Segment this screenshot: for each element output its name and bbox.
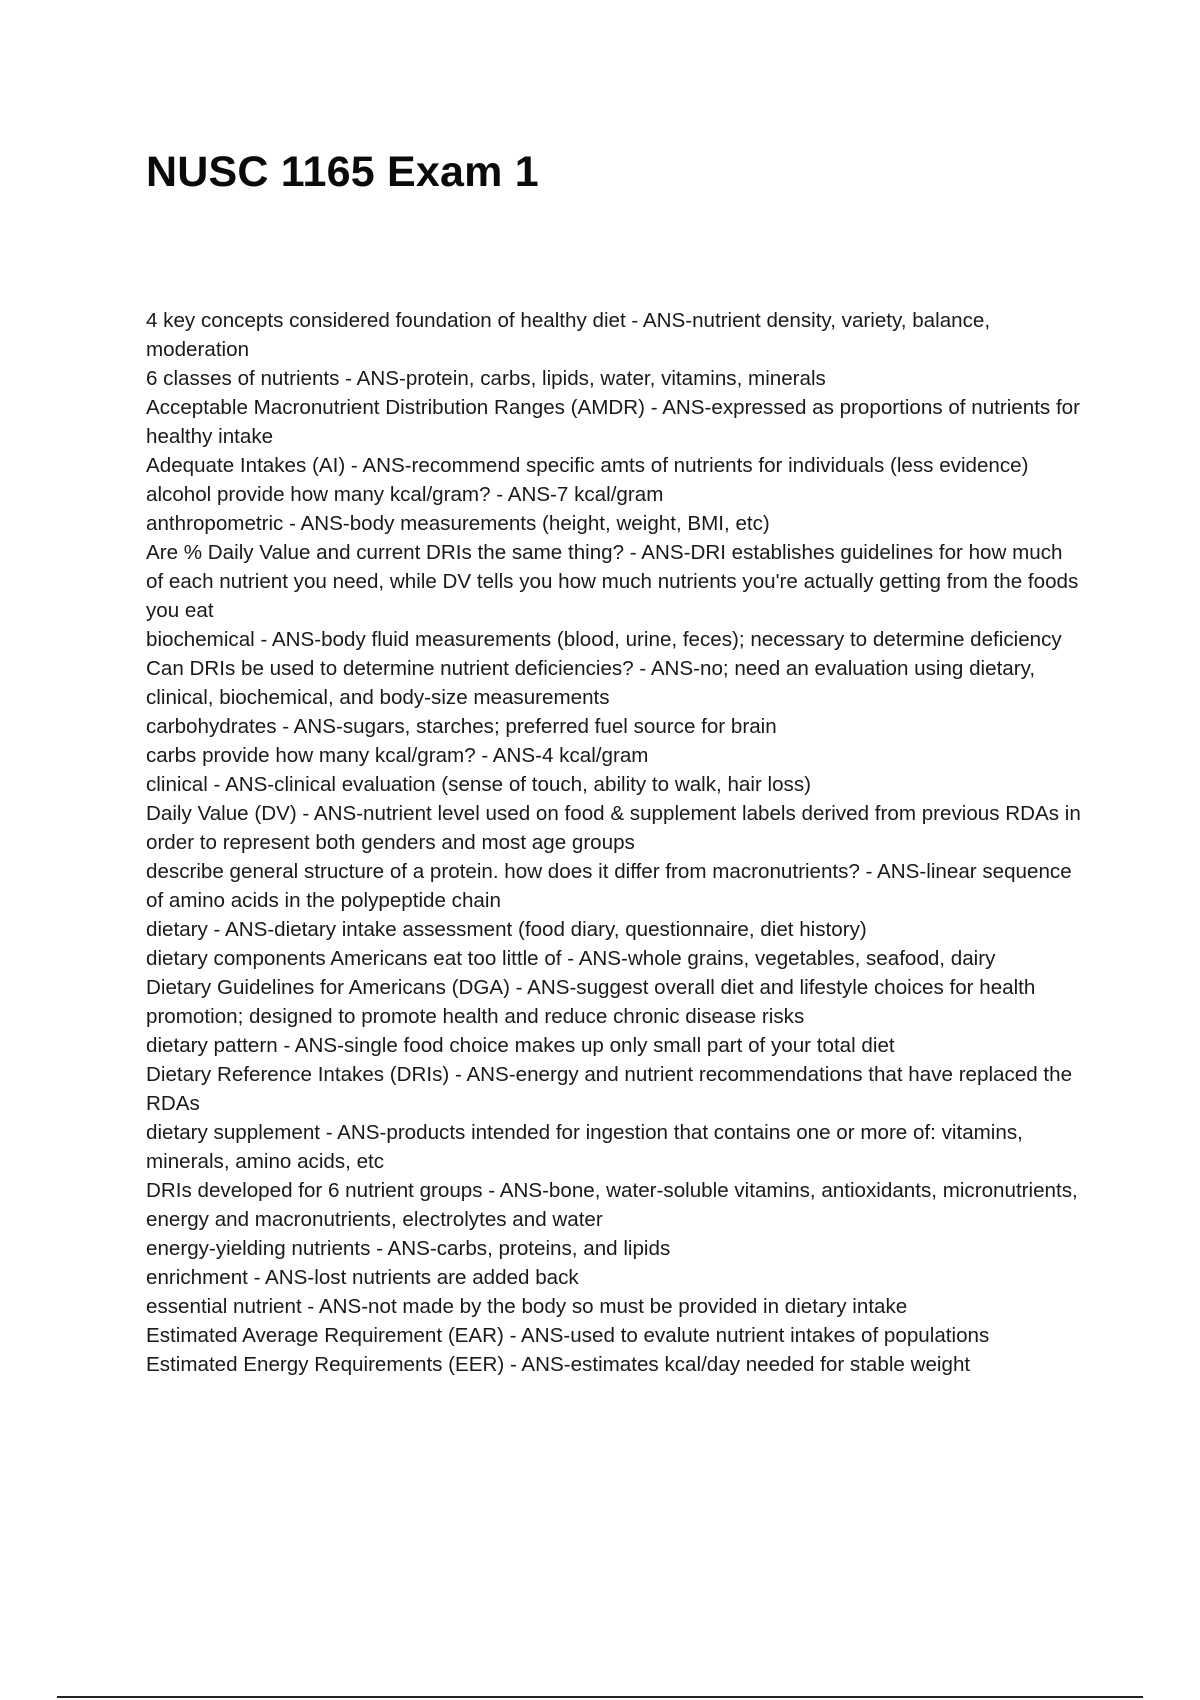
flashcard-entry: Adequate Intakes (AI) - ANS-recommend specific amts of nutrients for individuals (less evidence) [146, 454, 1029, 477]
flashcard-entry: Estimated Average Requirement (EAR) - ANS-used to evalute nutrient intakes of populations [146, 1324, 990, 1347]
flashcard-entry: carbohydrates - ANS-sugars, starches; preferred fuel source for brain [146, 715, 777, 738]
flashcard-entry: biochemical - ANS-body fluid measurements (blood, urine, feces); necessary to determine deficiency [146, 628, 1062, 651]
flashcard-entry: dietary supplement - ANS-products intended for ingestion that contains one or more of: vitamins, minerals, amino acids, etc [146, 1121, 1023, 1173]
flashcard-entry: Dietary Reference Intakes (DRIs) - ANS-energy and nutrient recommendations that have replaced the RDAs [146, 1063, 1073, 1115]
flashcard-entry: dietary - ANS-dietary intake assessment (food diary, questionnaire, diet history) [146, 918, 867, 941]
flashcard-entry: describe general structure of a protein. how does it differ from macronutrients? - ANS-linear sequence of amino acids in the polypeptide chain [146, 860, 1072, 912]
flashcard-entry: Can DRIs be used to determine nutrient deficiencies? - ANS-no; need an evaluation using dietary, clinical, biochemical, and body-size measurements [146, 657, 1036, 709]
flashcard-entry: 4 key concepts considered foundation of healthy diet - ANS-nutrient density, variety, balance, moderation [146, 309, 991, 361]
flashcard-entry: Acceptable Macronutrient Distribution Ranges (AMDR) - ANS-expressed as proportions of nutrients for healthy intake [146, 396, 1080, 448]
flashcard-entry: enrichment - ANS-lost nutrients are added back [146, 1266, 579, 1289]
flashcard-entry: alcohol provide how many kcal/gram? - ANS-7 kcal/gram [146, 483, 664, 506]
flashcard-entry: essential nutrient - ANS-not made by the body so must be provided in dietary intake [146, 1295, 908, 1318]
flashcard-entry: Daily Value (DV) - ANS-nutrient level used on food & supplement labels derived from previous RDAs in order to represent both genders and most age groups [146, 802, 1081, 854]
flashcard-entry: DRIs developed for 6 nutrient groups - ANS-bone, water-soluble vitamins, antioxidants, micronutrients, energy and macronutrients, electrolytes and water [146, 1179, 1078, 1231]
flashcard-entry: dietary pattern - ANS-single food choice makes up only small part of your total diet [146, 1034, 895, 1057]
page-title: NUSC 1165 Exam 1 [146, 148, 539, 196]
flashcard-entry: anthropometric - ANS-body measurements (height, weight, BMI, etc) [146, 512, 770, 535]
flashcard-list [146, 306, 1081, 1379]
footer-divider [57, 1696, 1143, 1698]
flashcard-entry: dietary components Americans eat too little of - ANS-whole grains, vegetables, seafood, dairy [146, 947, 996, 970]
flashcard-entry: carbs provide how many kcal/gram? - ANS-4 kcal/gram [146, 744, 649, 767]
flashcard-entry: clinical - ANS-clinical evaluation (sense of touch, ability to walk, hair loss) [146, 773, 812, 796]
flashcard-entry: 6 classes of nutrients - ANS-protein, carbs, lipids, water, vitamins, minerals [146, 367, 826, 390]
flashcard-entry: Estimated Energy Requirements (EER) - ANS-estimates kcal/day needed for stable weight [146, 1353, 971, 1376]
flashcard-entry: Are % Daily Value and current DRIs the same thing? - ANS-DRI establishes guidelines for how much of each nutrient you need, while DV tells you how much nutrients you're actually getting from the foods you eat [146, 541, 1079, 622]
flashcard-entry: energy-yielding nutrients - ANS-carbs, proteins, and lipids [146, 1237, 671, 1260]
flashcard-entry: Dietary Guidelines for Americans (DGA) - ANS-suggest overall diet and lifestyle choices for health promotion; designed to promote health and reduce chronic disease risks [146, 976, 1036, 1028]
